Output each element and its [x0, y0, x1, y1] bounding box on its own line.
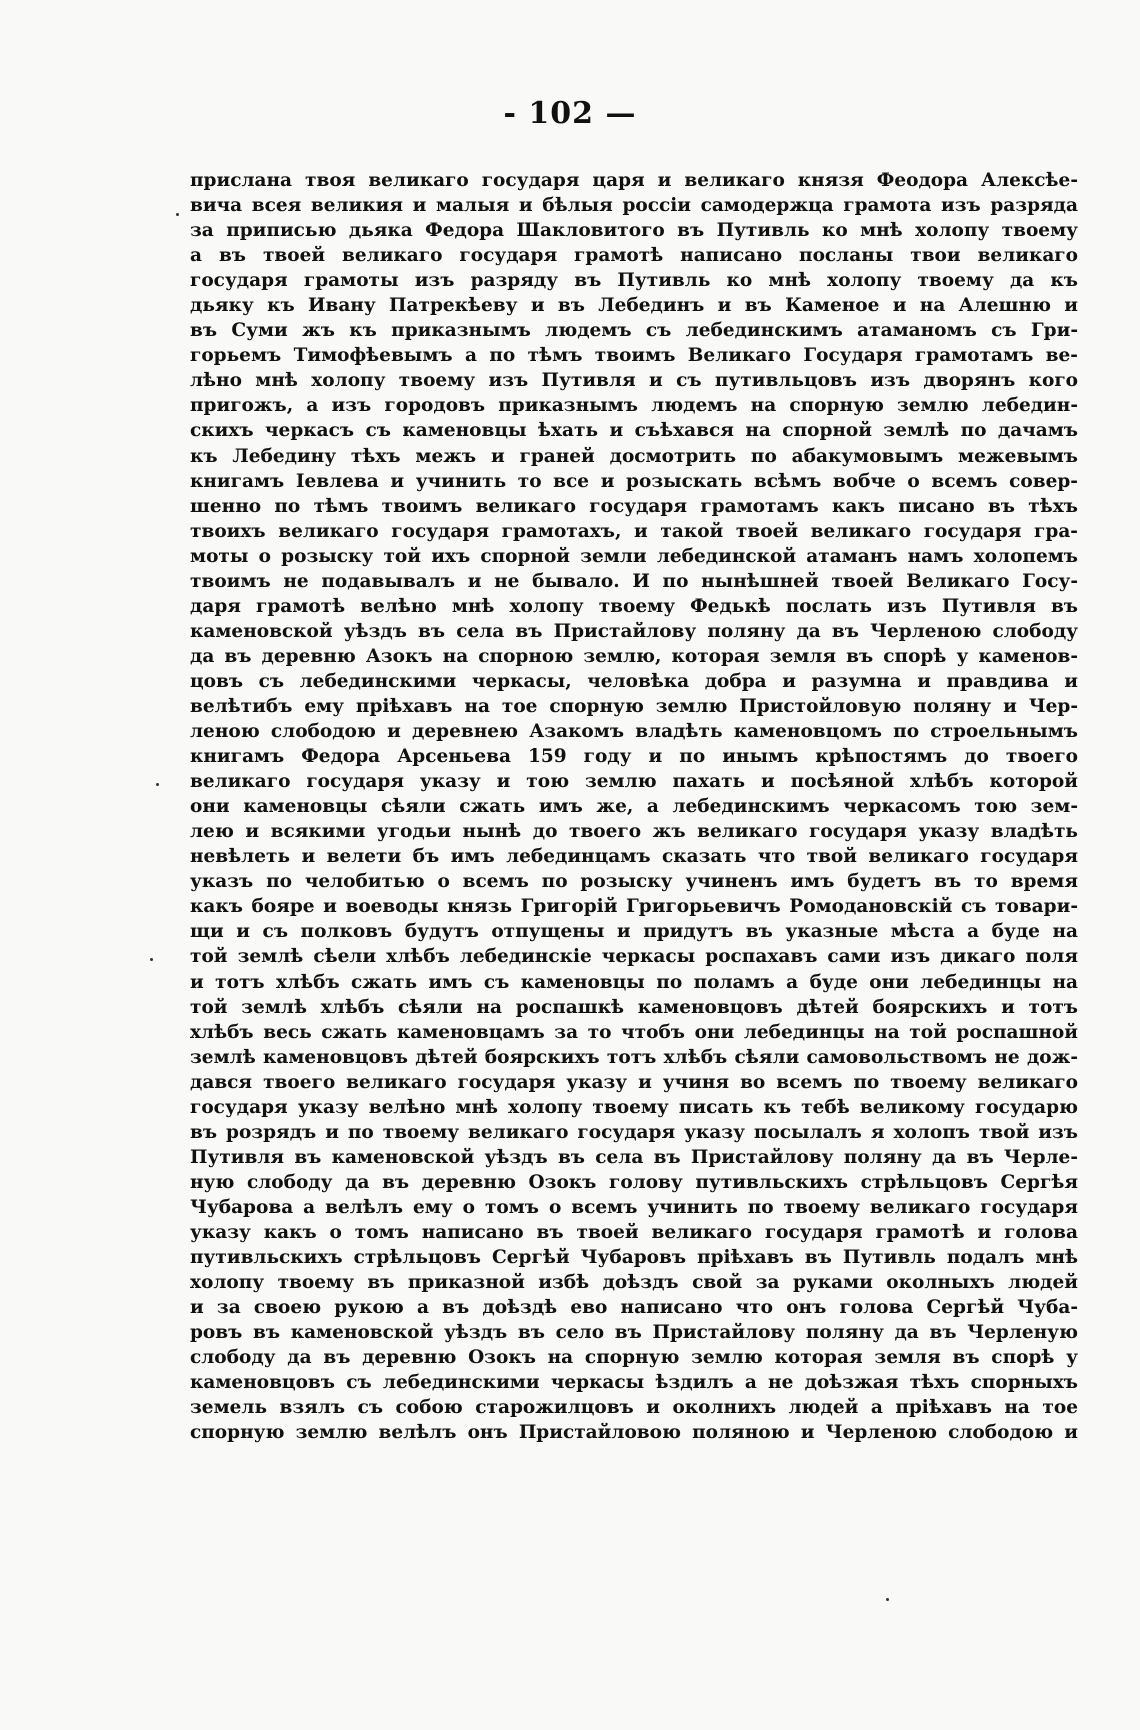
text-line: великаго государя указу и тою землю пахать и посѣяной хлѣбъ которой: [190, 771, 1078, 793]
text-line: землѣ каменовцовъ дѣтей боярскихъ тотъ хлѣбъ сѣяли самовольствомъ не дож-: [190, 1046, 1078, 1068]
text-line: указъ по челобитью о всемъ по розыску учиненъ имъ будетъ въ то время: [190, 871, 1078, 893]
text-line: вича всея великия и малыя и бѣлыя россіи самодержца грамота изъ разряда: [190, 195, 1078, 217]
body-text: [190, 168, 1078, 1445]
text-line: въ розрядъ и по твоему великаго государя указу посылалъ я холопъ твой изъ: [190, 1121, 1078, 1143]
text-line: лею и всякими угодьи нынѣ до твоего жъ великаго государя указу владѣть: [190, 821, 1078, 843]
text-line: государя указу велѣно мнѣ холопу твоему писать къ тебѣ великому государю: [190, 1096, 1078, 1118]
text-line: ровъ въ каменовской уѣздъ въ село въ Пристайлову поляну да въ Черленую: [190, 1322, 1078, 1344]
text-line: дьяку къ Ивану Патрекѣеву и въ Лебединъ и въ Каменое и на Алешню и: [190, 295, 1078, 317]
text-line: къ Лебедину тѣхъ межъ и граней досмотрить по абакумовымъ межевымъ: [190, 445, 1078, 467]
text-line: моты о розыску той ихъ спорной земли лебединской атаманъ намъ холопемъ: [190, 545, 1078, 567]
text-line: твоихъ великаго государя грамотахъ, и такой твоей великаго государя гра-: [190, 520, 1078, 542]
text-line: даря грамотѣ велѣно мнѣ холопу твоему Федькѣ послать изъ Путивля въ: [190, 595, 1078, 617]
text-line: слободу да въ деревню Озокъ на спорную землю которая земля въ спорѣ у: [190, 1347, 1078, 1369]
text-line: холопу твоему въ приказной избѣ доѣздъ свой за руками околныхъ людей: [190, 1272, 1078, 1294]
text-line: и за своею рукою а въ доѣздѣ ево написано что онъ голова Сергѣй Чуба-: [190, 1297, 1078, 1319]
text-line: они каменовцы сѣяли сжать имъ же, а лебединскимъ черкасомъ тою зем-: [190, 796, 1078, 818]
scan-speck: [156, 783, 159, 786]
text-line: въ Суми жъ къ приказнымъ людемъ съ лебединскимъ атаманомъ съ Гри-: [190, 320, 1078, 342]
text-line: хлѣбъ весь сжать каменовцамъ за то чтобъ они лебединцы на той роспашной: [190, 1021, 1078, 1043]
text-line: пригожъ, а изъ городовъ приказнымъ людемъ на спорную землю лебедин-: [190, 395, 1078, 417]
scan-speck: [150, 958, 153, 961]
text-line: а въ твоей великаго государя грамотѣ написано посланы твои великаго: [190, 245, 1078, 267]
text-line: книгамъ Іевлева и учинить то все и розыскать всѣмъ вобче о всемъ совер-: [190, 470, 1078, 492]
text-line: щи и съ полковъ будутъ отпущены и придутъ въ указные мѣста а буде на: [190, 921, 1078, 943]
text-line: Путивля въ каменовской уѣздъ въ села въ Пристайлову поляну да въ Черле-: [190, 1146, 1078, 1168]
text-line: каменовцовъ съ лебединскими черкасы ѣздилъ а не доѣзжая тѣхъ спорныхъ: [190, 1372, 1078, 1394]
text-line: книгамъ Федора Арсеньева 159 году и по инымъ крѣпостямъ до твоего: [190, 746, 1078, 768]
text-line: лѣно мнѣ холопу твоему изъ Путивля и съ путивльцовъ изъ дворянъ кого: [190, 370, 1078, 392]
text-line: шенно по тѣмъ твоимъ великаго государя грамотамъ какъ писано въ тѣхъ: [190, 495, 1078, 517]
text-line: земель взялъ съ собою старожилцовъ и околнихъ людей а пріѣхавъ на тое: [190, 1397, 1078, 1419]
text-line: леною слободою и деревнею Азакомъ владѣть каменовцомъ по строельнымъ: [190, 721, 1078, 743]
page-number: - 102 —: [503, 96, 637, 131]
text-line: ную слободу да въ деревню Озокъ голову путивльскихъ стрѣльцовъ Сергѣя: [190, 1171, 1078, 1193]
text-line: указу какъ о томъ написано въ твоей великаго государя грамотѣ и голова: [190, 1221, 1078, 1243]
text-line: дався твоего великаго государя указу и учиня во всемъ по твоему великаго: [190, 1071, 1078, 1093]
text-line: да въ деревню Азокъ на спорною землю, которая земля въ спорѣ у каменов-: [190, 645, 1078, 667]
text-line: скихъ черкасъ съ каменовцы ѣхать и съѣхався на спорной землѣ по дачамъ: [190, 420, 1078, 442]
scan-speck: [176, 213, 179, 216]
text-line: той землѣ хлѣбъ сѣяли на роспашкѣ каменовцовъ дѣтей боярскихъ и тотъ: [190, 996, 1078, 1018]
text-line: спорную землю велѣлъ онъ Пристайловою поляною и Черленою слободою и: [190, 1422, 1078, 1444]
text-line: какъ бояре и воеводы князь Григорій Григорьевичъ Ромодановскій съ товари-: [190, 896, 1078, 918]
text-line: и тотъ хлѣбъ сжать имъ съ каменовцы по поламъ а буде они лебединцы на: [190, 971, 1078, 993]
text-line: Чубарова а велѣлъ ему о томъ о всемъ учинить по твоему великаго государя: [190, 1196, 1078, 1218]
text-line: велѣтибъ ему пріѣхавъ на тое спорную землю Пристойловую поляну и Чер-: [190, 695, 1078, 717]
text-line: путивльскихъ стрѣльцовъ Сергѣй Чубаровъ пріѣхавъ въ Путивль подалъ мнѣ: [190, 1247, 1078, 1269]
text-line: за приписью дьяка Федора Шакловитого въ Путивль ко мнѣ холопу твоему: [190, 220, 1078, 242]
text-line: государя грамоты изъ разряду въ Путивль ко мнѣ холопу твоему да къ: [190, 270, 1078, 292]
text-line: невѣлеть и велети бъ имъ лебединцамъ сказать что твой великаго государя: [190, 846, 1078, 868]
text-line: твоимъ не подавывалъ и не бывало. И по нынѣшней твоей Великаго Госу-: [190, 570, 1078, 592]
text-line: той землѣ сѣели хлѣбъ лебединскіе черкасы роспахавъ сами изъ дикаго поля: [190, 946, 1078, 968]
text-line: каменовской уѣздъ въ села въ Пристайлову поляну да въ Черленою слободу: [190, 620, 1078, 642]
text-line: горьемъ Тимофѣевымъ а по тѣмъ твоимъ Великаго Государя грамотамъ ве-: [190, 345, 1078, 367]
text-line: цовъ съ лебединскими черкасы, человѣка добра и разумна и правдива и: [190, 670, 1078, 692]
text-line: прислана твоя великаго государя царя и великаго князя Феодора Алексѣе-: [190, 170, 1078, 191]
scan-speck: [886, 1598, 889, 1601]
